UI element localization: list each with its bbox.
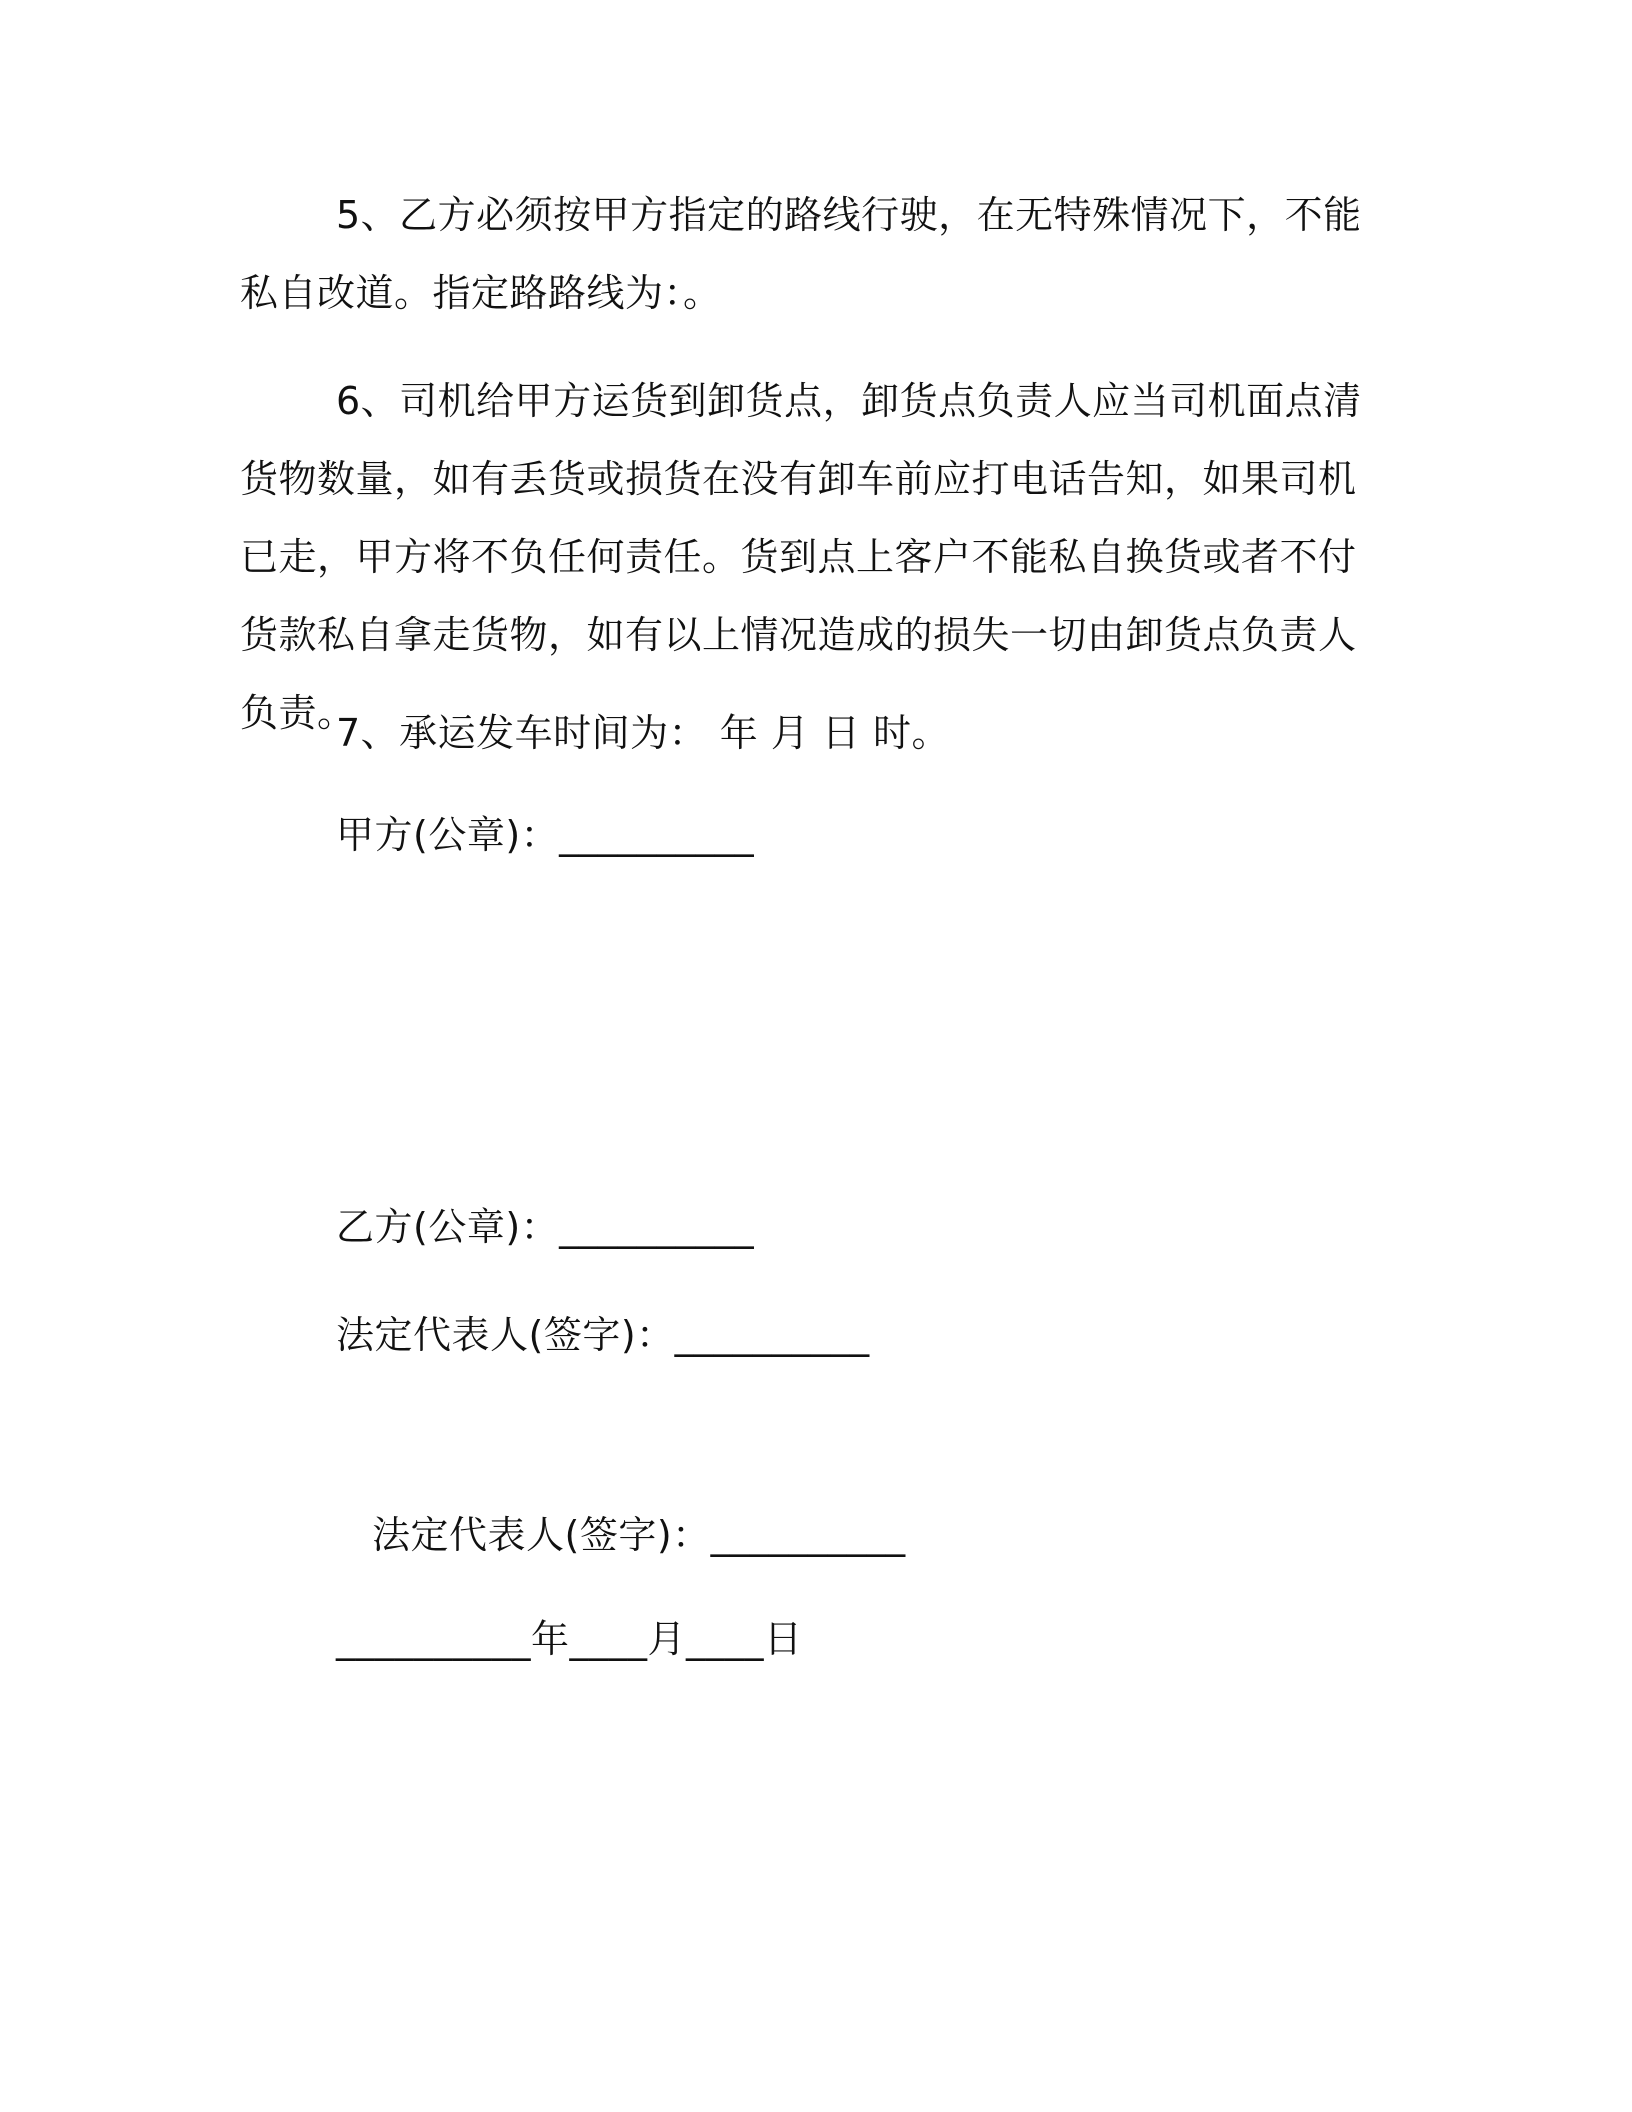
legal-representative-signature-line-2: 法定代表人(签字)：__________: [372, 1513, 906, 1557]
clause-7: 7、承运发车时间为： 年 月 日 时。: [336, 711, 950, 755]
legal-representative-signature-line: 法定代表人(签字)：__________: [336, 1313, 870, 1357]
date-line: __________年____月____日: [336, 1617, 803, 1661]
party-a-seal-line: 甲方(公章)：__________: [336, 813, 755, 857]
clause-5: 5、乙方必须按甲方指定的路线行驶，在无特殊情况下，不能私自改道。指定路路线为：。: [240, 193, 1362, 315]
clause-6: 6、司机给甲方运货到卸货点，卸货点负责人应当司机面点清货物数量，如有丢货或损货在没有卸车前应打电话告知，如果司机已走，甲方将不负任何责任。货到点上客户不能私自换货或者不付货款私自拿走货物，如有以上情况造成的损失一切由卸货点负责人负责。: [240, 379, 1362, 735]
party-b-seal-line: 乙方(公章)：__________: [336, 1205, 755, 1249]
